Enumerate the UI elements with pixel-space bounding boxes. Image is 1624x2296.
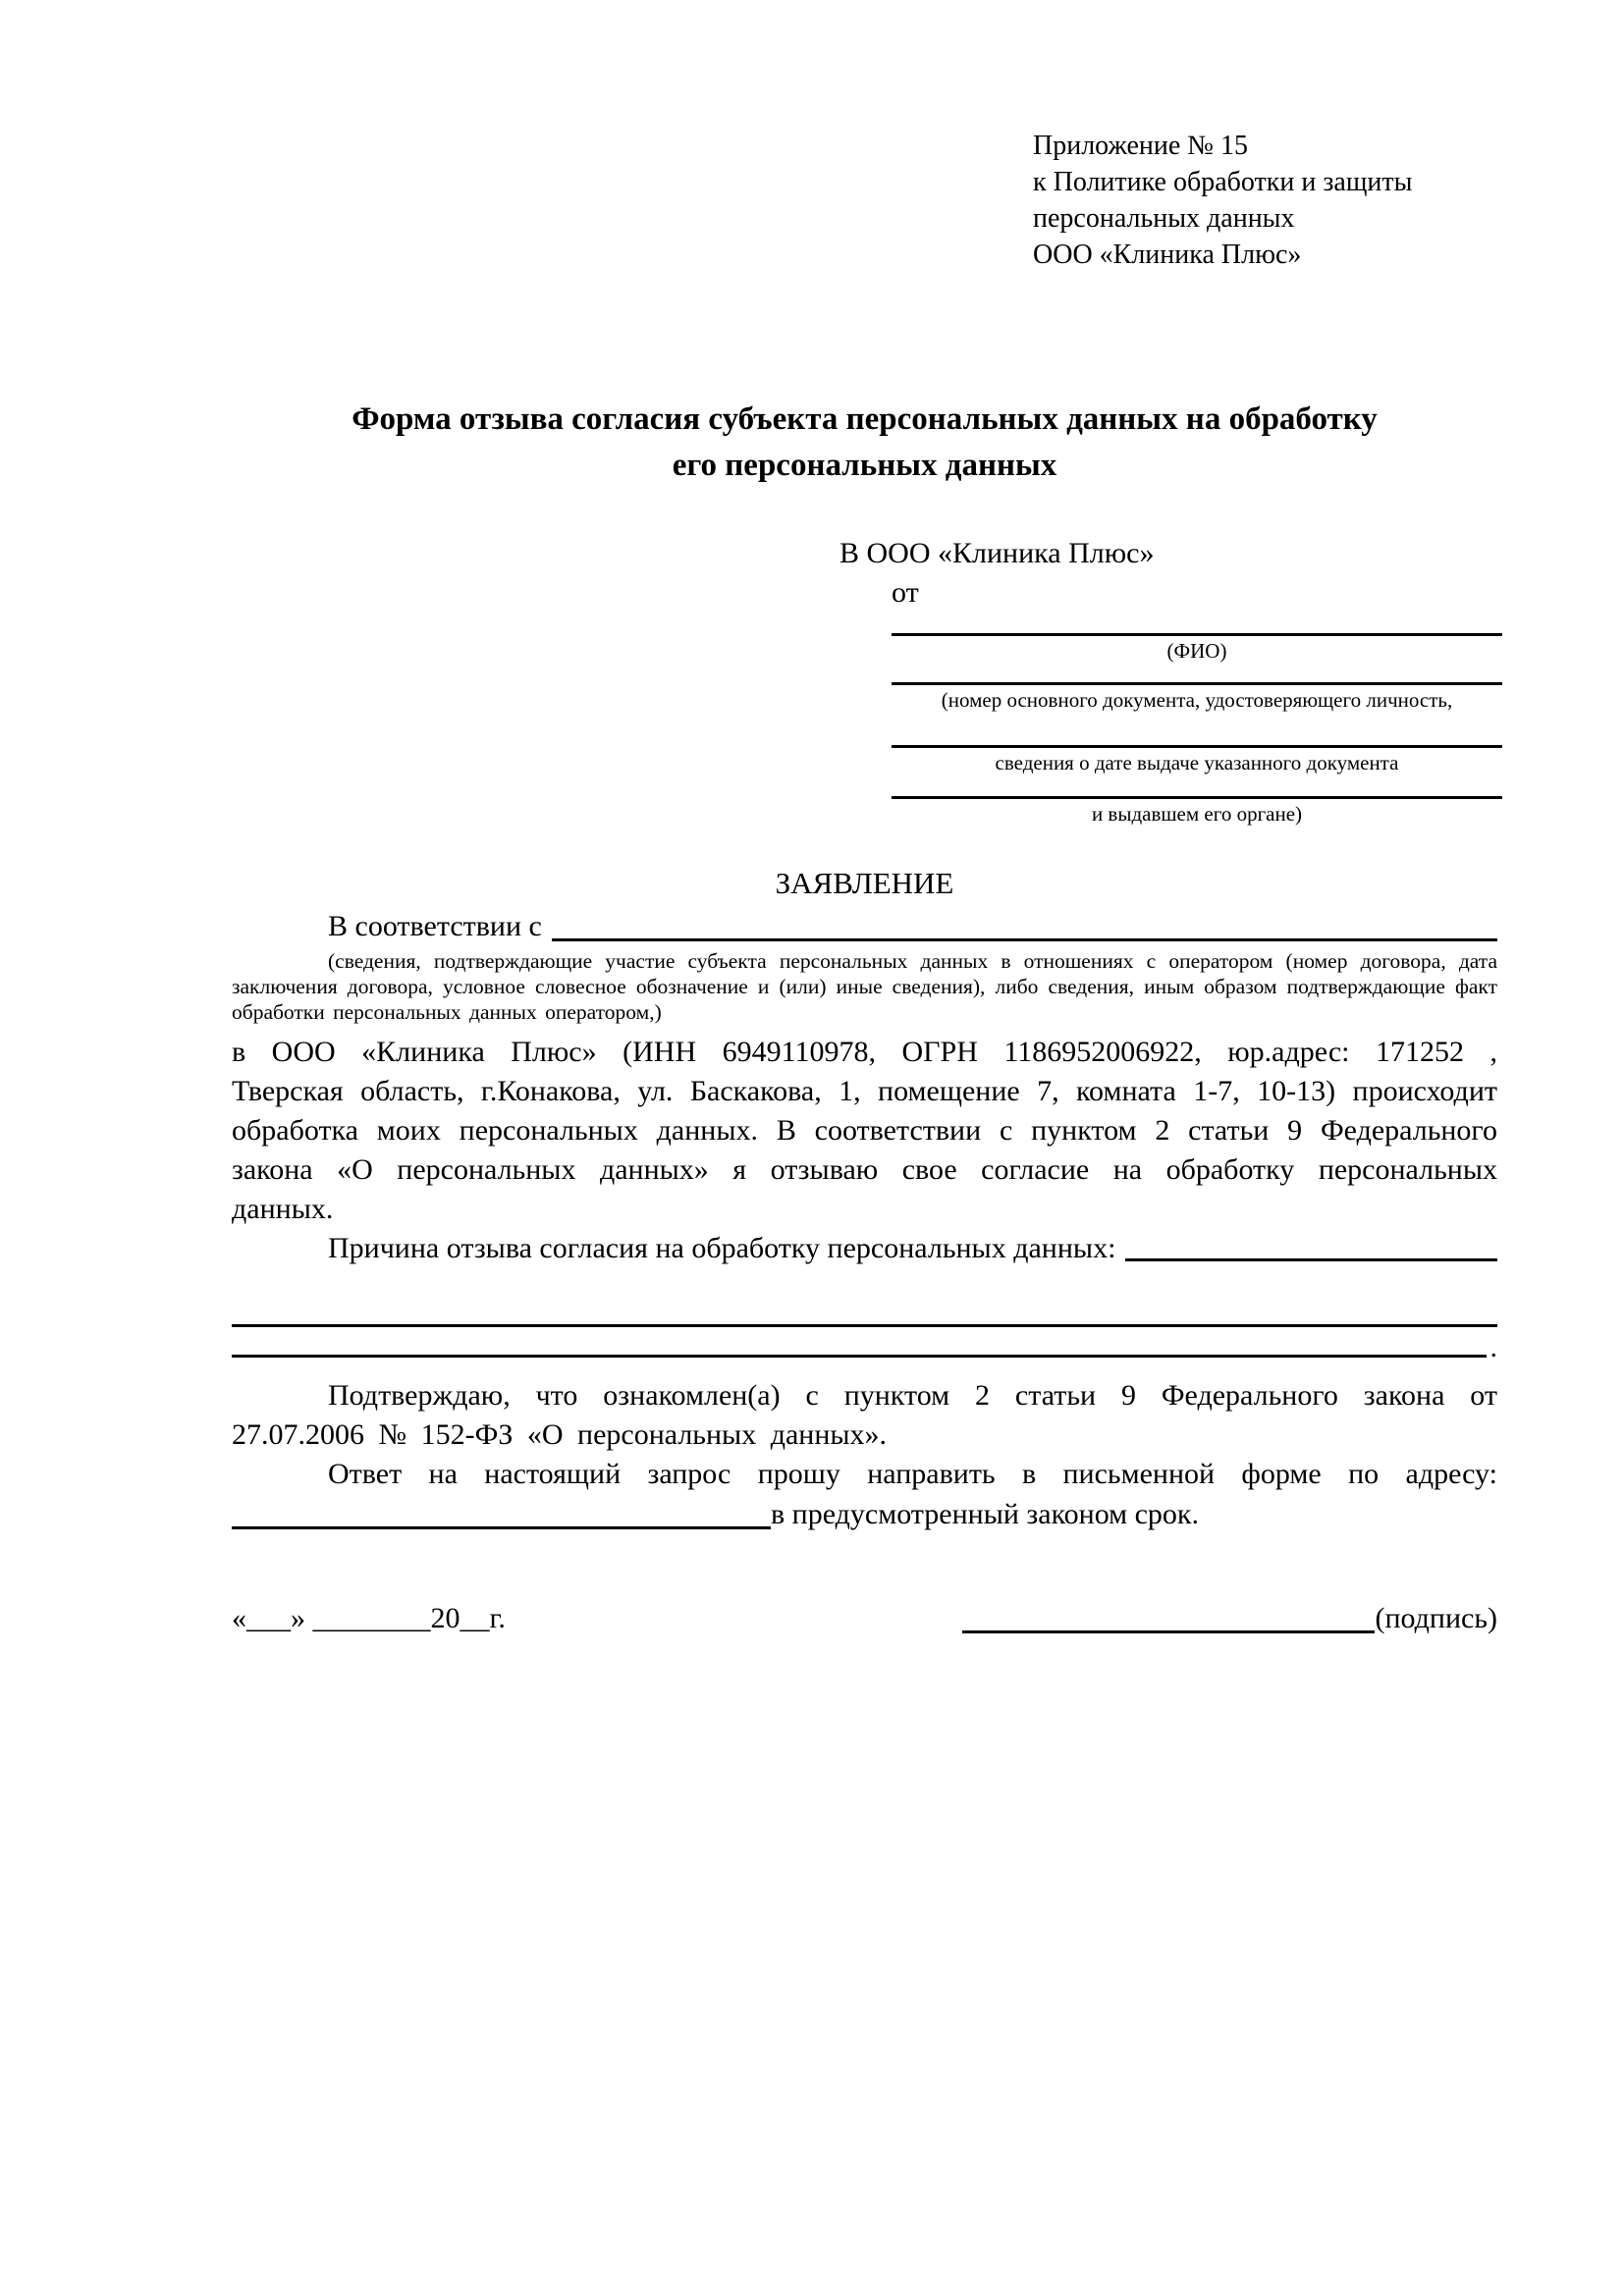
addressee-block: [232, 534, 1497, 827]
line-end-period: .: [1489, 1331, 1497, 1363]
reply-address-line: [232, 1494, 1497, 1535]
form-title: [232, 397, 1497, 489]
doc-number-caption: (номер основного документа, удостоверяющего личность,: [941, 688, 1453, 712]
issue-date-caption: сведения о дате выдаче указанного документа: [995, 751, 1399, 774]
reason-line: [232, 1229, 1497, 1268]
reason-blank-rule: [232, 1355, 1487, 1358]
confirmation-paragraph: Подтверждаю, что ознакомлен(а) с пунктом 2 статьи 9 Федерального закона от 27.07.2006 № 152-ФЗ «О персональных данных».: [232, 1379, 1497, 1451]
body-paragraph: в ООО «Клиника Плюс» (ИНН 6949110978, ОГРН 1186952006922, юр.адрес: 171252 , Тверская область, г.Конакова, ул. Баскакова, 1, помещение 7, комната 1-7, 10-13) происходит обработка моих персональных данных. В соответствии с пунктом 2 статьи 9 Федерального закона «О персональных данных» я отзываю свое согласие на обработку персональных данных.: [232, 1036, 1497, 1225]
issuer-caption: и выдавшем его органе): [1091, 802, 1303, 826]
issue-date-field: [892, 713, 1502, 775]
issue-date-blank-line: [892, 713, 1502, 748]
accordance-blank-line: [552, 938, 1497, 941]
signature-caption: (подпись): [1375, 1602, 1497, 1634]
issuer-field: [892, 775, 1502, 827]
addressee-from-label: от: [892, 576, 919, 609]
header-line: к Политике обработки и защиты: [1033, 167, 1413, 197]
reply-tail-text: в предусмотренный законом срок.: [771, 1498, 1199, 1530]
statement-heading: ЗАЯВЛЕНИЕ: [775, 866, 954, 900]
fio-caption: (ФИО): [1166, 639, 1227, 663]
reason-blank-line: [1125, 1258, 1497, 1261]
form-title-line-1: Форма отзыва согласия субъекта персональных данных на обработку: [352, 401, 1378, 437]
reason-label: Причина отзыва согласия на обработку персональных данных:: [328, 1232, 1116, 1264]
date-signature-row: [232, 1598, 1497, 1639]
signature-blank-line: [962, 1630, 1375, 1633]
header-line: Приложение № 15: [1033, 131, 1248, 161]
reply-paragraph: Ответ на настоящий запрос прошу направить в письменной форме по адресу:: [328, 1458, 1497, 1490]
header-line: ООО «Клиника Плюс»: [1033, 240, 1302, 270]
signature-group: [962, 1598, 1497, 1639]
doc-number-blank-line: [892, 664, 1502, 685]
addressee-to: В ООО «Клиника Плюс»: [839, 537, 1155, 569]
header-line: персональных данных: [1033, 203, 1295, 234]
address-blank-line: [232, 1526, 771, 1529]
accordance-prefix: В соответствии с: [328, 910, 542, 942]
issuer-blank-line: [892, 775, 1502, 799]
appendix-header: [1033, 128, 1499, 273]
form-title-line-2: его персональных данных: [672, 448, 1057, 483]
date-line: «___» ________20__г.: [232, 1602, 506, 1634]
fine-print-note: (сведения, подтверждающие участие субъекта персональных данных в отношениях с оператором (номер договора, дата заключения договора, условное словесное обозначение и (или) иные сведения), либо сведения, иным образом подтверждающие факт обработки персональных данных оператором,): [232, 949, 1497, 1024]
reason-blank-line-3: [232, 1327, 1497, 1364]
doc-number-field: [892, 664, 1502, 713]
accordance-line: [232, 905, 1497, 948]
fio-blank-line: [892, 613, 1502, 636]
fio-field: [892, 613, 1502, 664]
reason-blank-line-2: [232, 1268, 1497, 1327]
